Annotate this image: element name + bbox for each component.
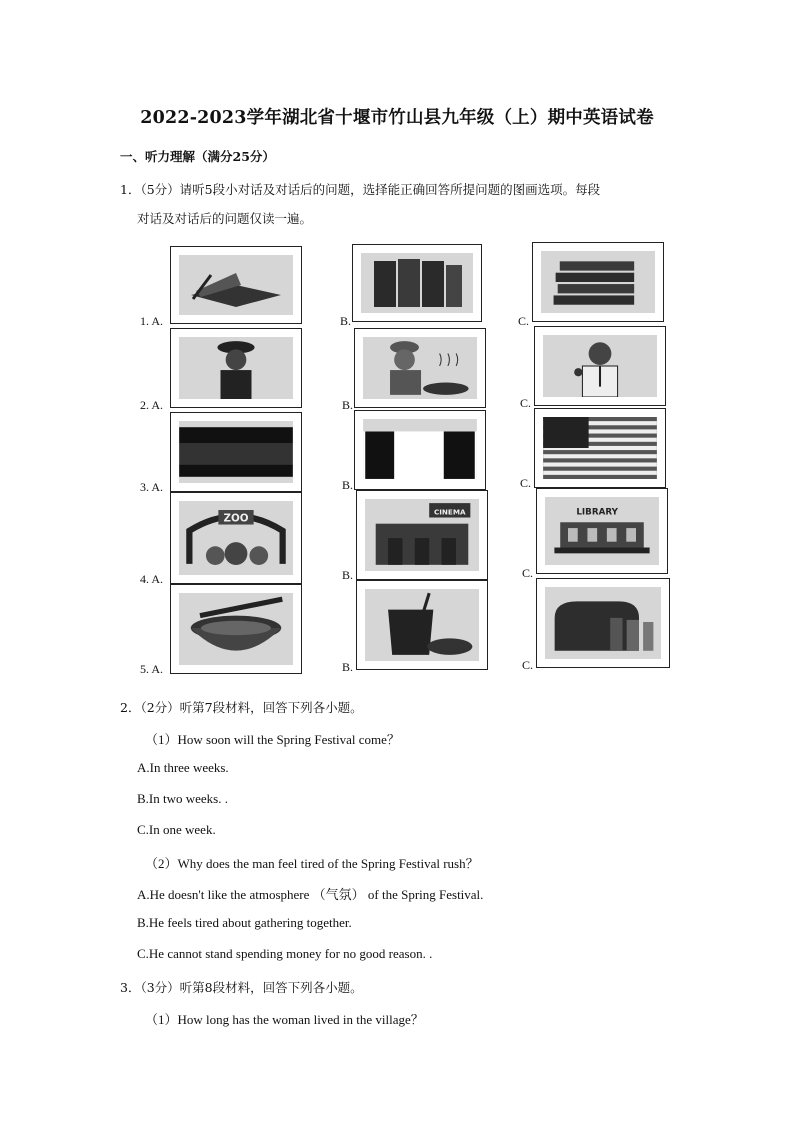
- option-label: B.: [342, 660, 354, 674]
- horizontal-flag-icon: [179, 421, 293, 483]
- question-2-sub2: （2）Why does the man feel tired of the Spring Festival rush？: [145, 856, 479, 871]
- option-label: 4. A.: [140, 572, 164, 586]
- stacked-books-icon: [541, 251, 655, 313]
- option-label: 2. A.: [140, 398, 164, 412]
- question-3-header: 3．（3分）听第8段材料，回答下列各小题。: [120, 980, 363, 995]
- question-1-instruction-cont: 对话及对话后的问题仅读一遍。: [137, 211, 313, 226]
- option-label: B.: [340, 314, 352, 328]
- picture-option-4b[interactable]: [356, 490, 488, 580]
- vertical-tricolor-flag-icon: [363, 419, 477, 481]
- picture-option-1b[interactable]: [352, 244, 482, 322]
- picture-option-2a[interactable]: [170, 328, 302, 408]
- striped-flag-icon: [543, 417, 657, 479]
- zoo-sign-text: ZOO: [223, 512, 249, 525]
- question-2-sub1-option-c[interactable]: C.In one week.: [137, 822, 216, 837]
- question-1-picture-grid: [130, 240, 690, 680]
- option-label: 1. A.: [140, 314, 164, 328]
- option-label: C.: [522, 658, 534, 672]
- picture-option-5c[interactable]: [536, 578, 670, 668]
- option-label: C.: [522, 566, 534, 580]
- picture-option-2b[interactable]: [354, 328, 486, 408]
- picture-option-1c[interactable]: [532, 242, 664, 322]
- option-label: B.: [342, 568, 354, 582]
- question-2-sub2-option-c[interactable]: C.He cannot stand spending money for no good reason. .: [137, 946, 433, 961]
- picture-option-5a[interactable]: [170, 584, 302, 674]
- picture-option-3b[interactable]: [354, 410, 486, 490]
- picture-option-2c[interactable]: [534, 326, 666, 406]
- picture-option-4c[interactable]: [536, 488, 668, 574]
- cook-icon: [363, 337, 477, 399]
- question-1-instruction: 1．（5分）请听5段小对话及对话后的问题，选择能正确回答所提问题的图画选项。每段: [120, 182, 601, 197]
- bread-loaf-icon: [545, 587, 661, 659]
- police-officer-icon: [179, 337, 293, 399]
- open-book-icon: [179, 255, 293, 315]
- picture-option-5b[interactable]: [356, 580, 488, 670]
- cinema-icon: [365, 499, 479, 571]
- picture-option-1a[interactable]: [170, 246, 302, 324]
- option-label: C.: [520, 476, 532, 490]
- option-label: 3. A.: [140, 480, 164, 494]
- cinema-sign-text: CINEMA: [433, 507, 466, 517]
- library-sign-text: LIBRARY: [576, 507, 618, 518]
- noodle-bowl-icon: [179, 593, 293, 665]
- option-label: 5. A.: [140, 662, 164, 676]
- option-label: B.: [342, 398, 354, 412]
- page-title: 2022-2023学年湖北省十堰市竹山县九年级（上）期中英语试卷: [140, 108, 654, 128]
- picture-option-3a[interactable]: [170, 412, 302, 492]
- standing-books-icon: [361, 253, 473, 313]
- option-label: B.: [342, 478, 354, 492]
- question-2-sub1-option-b[interactable]: B.In two weeks. .: [137, 791, 228, 806]
- option-label: C.: [520, 396, 532, 410]
- option-label: C.: [518, 314, 530, 328]
- picture-option-3c[interactable]: [534, 408, 666, 488]
- picture-option-4a[interactable]: [170, 492, 302, 584]
- section-heading-listening: 一、听力理解（满分25分）: [120, 149, 275, 164]
- question-2-sub1: （1）How soon will the Spring Festival come？: [145, 732, 400, 747]
- question-2-sub2-option-a[interactable]: A.He doesn't like the atmosphere （气氛） of the Spring Festival.: [137, 887, 484, 902]
- doctor-icon: [543, 335, 657, 397]
- library-icon: [545, 497, 659, 565]
- question-2-header: 2．（2分）听第7段材料，回答下列各小题。: [120, 700, 363, 715]
- zoo-gate-icon: [179, 501, 293, 575]
- question-2-sub2-option-b[interactable]: B.He feels tired about gathering together.: [137, 915, 352, 930]
- drink-cup-icon: [365, 589, 479, 661]
- question-3-sub1: （1）How long has the woman lived in the village？: [145, 1012, 424, 1027]
- question-2-sub1-option-a[interactable]: A.In three weeks.: [137, 760, 229, 775]
